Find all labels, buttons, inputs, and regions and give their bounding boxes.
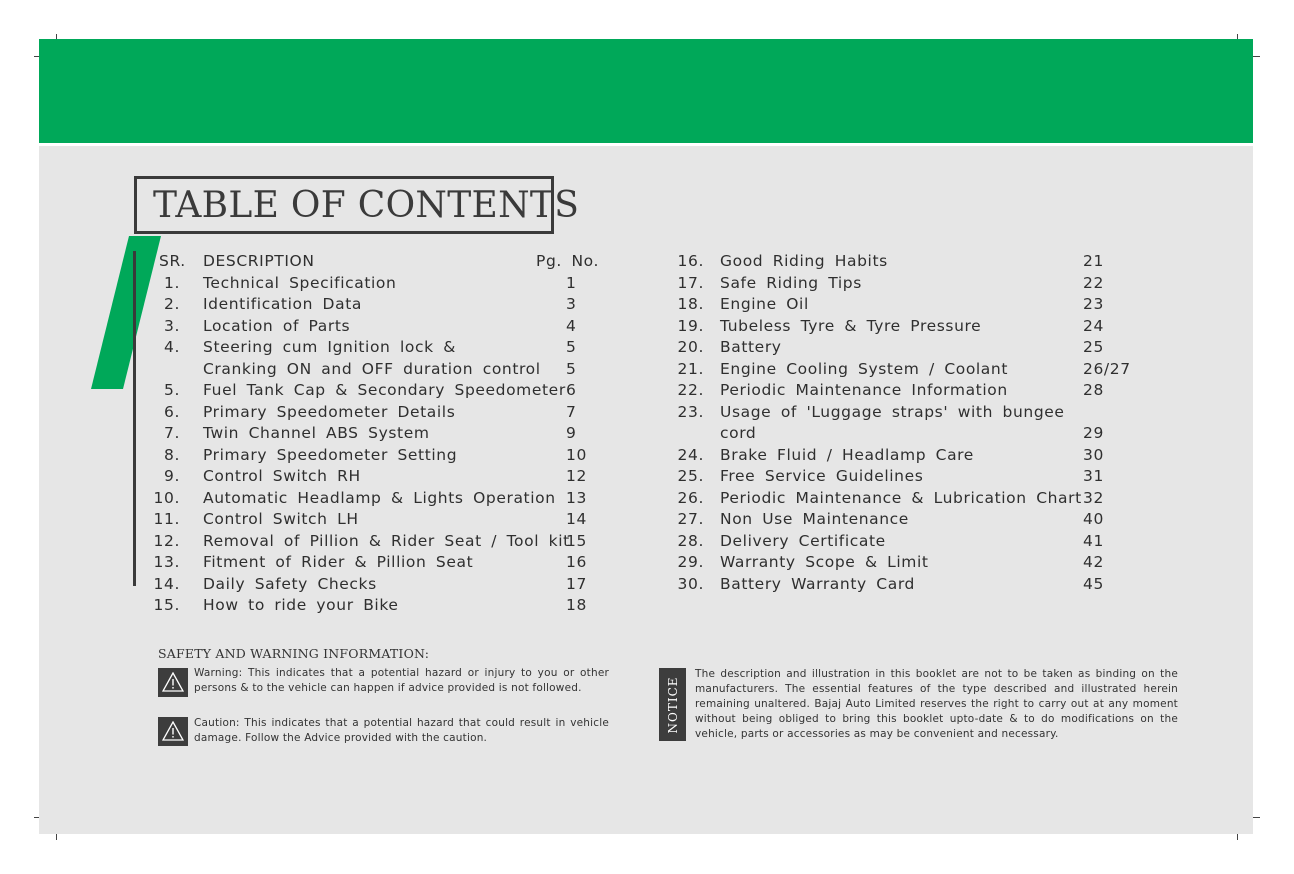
toc-left-item-title: Control Switch RH <box>203 467 361 485</box>
header-page: Pg. No. <box>536 252 599 270</box>
toc-right-item-page: 41 <box>1083 531 1104 550</box>
toc-left-item-number: 9. <box>164 467 180 485</box>
toc-left-item-title: Control Switch LH <box>203 510 359 528</box>
toc-right-item-title: Engine Cooling System / Coolant <box>720 359 1009 378</box>
toc-right-item-title: cord <box>720 424 757 442</box>
toc-left-item-page: 5 <box>566 359 577 378</box>
toc-right-item-title: Good Riding Habits <box>720 252 888 270</box>
toc-left-item-number: 13. <box>153 553 180 571</box>
warning-triangle-icon <box>158 668 188 697</box>
toc-left-item-page: 14 <box>566 510 587 528</box>
toc-right-item-number: 21. <box>677 359 704 378</box>
manual-page <box>39 39 1253 834</box>
toc-left-item-title: Automatic Headlamp & Lights Operation <box>203 488 556 507</box>
toc-left-item-title: Fitment of Rider & Pillion Seat <box>203 553 474 571</box>
toc-right-item-title: Battery <box>720 338 782 356</box>
toc-left-item-page: 5 <box>566 338 577 356</box>
toc-right-item-number: 16. <box>677 252 704 270</box>
toc-left-item-number: 4. <box>164 338 180 356</box>
toc-left-item-number: 3. <box>164 316 180 335</box>
toc-right-item-page: 32 <box>1083 488 1104 507</box>
toc-right-item-page: 30 <box>1083 445 1104 464</box>
notice-label: NOTICE <box>665 675 680 734</box>
toc-left-item-page: 6 <box>566 381 577 399</box>
toc-left-item-title: Technical Specification <box>203 273 397 292</box>
toc-left-item-page: 18 <box>566 596 587 614</box>
toc-right-item-title: Non Use Maintenance <box>720 510 909 528</box>
toc-left-item-page: 4 <box>566 316 577 335</box>
toc-left-item-title: Twin Channel ABS System <box>203 424 430 442</box>
toc-right-item-number: 29. <box>677 553 704 571</box>
safety-heading: SAFETY AND WARNING INFORMATION: <box>158 646 430 661</box>
toc-left-item-page: 1 <box>566 273 577 292</box>
toc-right-item-number: 18. <box>677 295 704 313</box>
toc-left-item-page: 17 <box>566 574 587 593</box>
toc-left-item-page: 15 <box>566 531 587 550</box>
toc-left-item-title: Identification Data <box>203 295 362 313</box>
toc-right-item-title: Tubeless Tyre & Tyre Pressure <box>720 316 982 335</box>
toc-right-item-number: 20. <box>677 338 704 356</box>
toc-left-item-page: 7 <box>566 402 577 421</box>
toc-right-item-page: 22 <box>1083 273 1104 292</box>
header-sr: SR. <box>159 252 186 270</box>
header-banner <box>39 39 1253 143</box>
vertical-rule <box>133 251 136 586</box>
toc-right-item-number: 28. <box>677 531 704 550</box>
toc-left-item-title: Daily Safety Checks <box>203 574 377 593</box>
caution-triangle-icon <box>158 717 188 746</box>
toc-right-item-title: Brake Fluid / Headlamp Care <box>720 445 974 464</box>
toc-left-item-title: Cranking ON and OFF duration control <box>203 359 541 378</box>
toc-left-item-title: Fuel Tank Cap & Secondary Speedometer <box>203 381 566 399</box>
toc-right-item-page: 25 <box>1083 338 1104 356</box>
toc-left-item-number: 2. <box>164 295 180 313</box>
toc-right-item-page: 24 <box>1083 316 1104 335</box>
toc-left-item-title: Removal of Pillion & Rider Seat / Tool kit <box>203 531 570 550</box>
toc-right-item-number: 27. <box>677 510 704 528</box>
toc-right-item-page: 21 <box>1083 252 1104 270</box>
toc-left-item-page: 13 <box>566 488 587 507</box>
toc-right-item-title: Periodic Maintenance Information <box>720 381 1008 399</box>
header-description: DESCRIPTION <box>203 252 315 270</box>
toc-right-item-title: Warranty Scope & Limit <box>720 553 929 571</box>
notice-label-box <box>659 668 686 741</box>
toc-left-item-page: 3 <box>566 295 577 313</box>
toc-left-item-title: Location of Parts <box>203 316 351 335</box>
toc-left-item-number: 14. <box>153 574 180 593</box>
toc-right-item-number: 24. <box>677 445 704 464</box>
toc-left-item-title: Primary Speedometer Setting <box>203 445 458 464</box>
toc-right-item-page: 23 <box>1083 295 1104 313</box>
toc-left-item-number: 5. <box>164 381 180 399</box>
toc-left-item-number: 7. <box>164 424 180 442</box>
banner-divider <box>39 143 1253 146</box>
toc-right-item-title: Engine Oil <box>720 295 809 313</box>
toc-left-item-title: Primary Speedometer Details <box>203 402 456 421</box>
toc-left-item-number: 12. <box>153 531 180 550</box>
toc-left-item-page: 10 <box>566 445 587 464</box>
page-title: TABLE OF CONTENTS <box>153 185 580 226</box>
toc-left-item-number: 15. <box>153 596 180 614</box>
toc-left-item-number: 8. <box>164 445 180 464</box>
toc-left-item-page: 12 <box>566 467 587 485</box>
toc-left-item-number: 11. <box>153 510 180 528</box>
toc-left-item-number: 10. <box>153 488 180 507</box>
toc-left-item-number: 6. <box>164 402 180 421</box>
toc-right-item-number: 25. <box>677 467 704 485</box>
warning-text: Warning: This indicates that a potential hazard or injury to you or other persons & to the vehicle can happen if advice provided is not followed. <box>194 667 609 694</box>
toc-right-item-title: Periodic Maintenance & Lubrication Chart <box>720 488 1082 507</box>
toc-right-item-title: Battery Warranty Card <box>720 574 915 593</box>
toc-right-item-title: Safe Riding Tips <box>720 273 862 292</box>
toc-right-item-number: 23. <box>677 402 704 421</box>
toc-right-item-number: 26. <box>677 488 704 507</box>
toc-left-item-page: 9 <box>566 424 577 442</box>
toc-right-item-page: 29 <box>1083 424 1104 442</box>
caution-text: Caution: This indicates that a potential hazard that could result in vehicle damage. Follow the Advice provided with the caution. <box>194 717 609 744</box>
toc-right-item-page: 45 <box>1083 574 1104 593</box>
notice-text: The description and illustration in this booklet are not to be taken as binding on the manufacturers. The essential features of the type described and illustrated herein remaining unaltered. Bajaj Auto Limited reserves the right to carry out at any moment without being obliged to bring this booklet upto-date & to do modifications on the vehicle, parts or accessories as may be convenient and necessary. <box>695 668 1178 740</box>
toc-right-item-title: Usage of 'Luggage straps' with bungee <box>720 402 1065 421</box>
toc-right-item-page: 26/27 <box>1083 359 1131 378</box>
title-box <box>134 176 580 234</box>
toc-left-item-page: 16 <box>566 553 587 571</box>
toc-right-item-title: Free Service Guidelines <box>720 467 924 485</box>
toc-left-item-number: 1. <box>164 273 180 292</box>
toc-right-item-title: Delivery Certificate <box>720 531 886 550</box>
toc-right-item-number: 17. <box>677 273 704 292</box>
toc-right-item-page: 40 <box>1083 510 1104 528</box>
toc-left-item-title: Steering cum Ignition lock & <box>203 338 456 356</box>
toc-right-item-page: 42 <box>1083 553 1104 571</box>
toc-right-item-number: 30. <box>677 574 704 593</box>
toc-right-item-number: 22. <box>677 381 704 399</box>
toc-right-item-page: 28 <box>1083 381 1104 399</box>
toc-right-item-number: 19. <box>677 316 704 335</box>
toc-left-item-title: How to ride your Bike <box>203 596 399 614</box>
toc-right-item-page: 31 <box>1083 467 1104 485</box>
